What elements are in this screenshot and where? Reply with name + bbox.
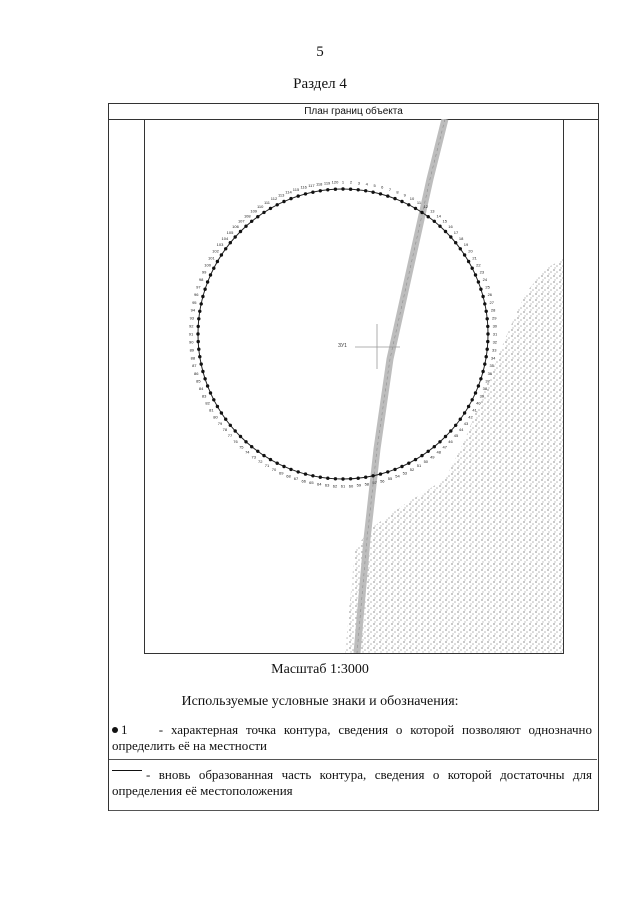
boundary-point xyxy=(276,462,279,465)
boundary-point xyxy=(459,247,462,250)
boundary-point xyxy=(334,188,337,191)
boundary-point-label: 5 xyxy=(373,182,376,188)
boundary-point-label: 39 xyxy=(479,393,485,399)
boundary-point xyxy=(201,295,204,298)
map-area xyxy=(144,119,564,654)
boundary-point xyxy=(471,267,474,270)
boundary-point xyxy=(250,220,253,223)
legend-title: Используемые условные знаки и обозначения: xyxy=(181,694,459,709)
line-description: - вновь образованная часть контура, сведения о которой достаточны для определения её местоположения xyxy=(112,767,592,798)
boundary-point xyxy=(486,332,489,335)
boundary-point-label: 112 xyxy=(270,196,278,202)
boundary-point xyxy=(471,398,474,401)
boundary-point-label: 110 xyxy=(257,204,264,209)
boundary-point-label: 76 xyxy=(233,439,238,444)
boundary-point xyxy=(454,424,457,427)
boundary-point xyxy=(203,288,206,291)
boundary-point-label: 73 xyxy=(251,454,256,460)
boundary-point-label: 19 xyxy=(463,242,469,248)
boundary-point xyxy=(454,241,457,244)
boundary-point xyxy=(459,418,462,421)
boundary-point xyxy=(304,192,307,195)
boundary-point xyxy=(212,267,215,270)
boundary-point xyxy=(269,207,272,210)
boundary-point-label: 63 xyxy=(324,482,330,488)
boundary-point xyxy=(393,468,396,471)
boundary-point xyxy=(486,325,489,328)
boundary-point xyxy=(479,377,482,380)
boundary-point-label: 14 xyxy=(436,213,441,219)
boundary-point xyxy=(444,435,447,438)
boundary-point-label: 105 xyxy=(226,229,234,235)
boundary-point xyxy=(224,247,227,250)
boundary-point-label: 4 xyxy=(365,181,368,187)
boundary-point-label: 1 xyxy=(341,179,345,185)
boundary-point-label: 11 xyxy=(416,199,422,205)
boundary-point-label: 2 xyxy=(349,179,353,185)
boundary-point xyxy=(196,332,199,335)
boundary-point-label: 84 xyxy=(198,386,204,391)
boundary-point-label: 68 xyxy=(286,473,291,479)
boundary-point xyxy=(400,200,403,203)
boundary-point xyxy=(474,391,477,394)
boundary-point xyxy=(200,302,203,305)
boundary-point-label: 99 xyxy=(201,269,207,275)
boundary-point-label: 50 xyxy=(423,459,429,464)
boundary-plan xyxy=(145,119,563,653)
boundary-point-label: 64 xyxy=(316,481,322,487)
boundary-point-label: 89 xyxy=(189,347,195,353)
boundary-point xyxy=(319,476,322,479)
boundary-point xyxy=(481,295,484,298)
boundary-point-label: 108 xyxy=(243,213,251,219)
boundary-point-label: 26 xyxy=(487,292,493,298)
boundary-point-label: 103 xyxy=(216,242,224,248)
boundary-point xyxy=(197,325,200,328)
boundary-point xyxy=(467,405,470,408)
boundary-point xyxy=(485,310,488,313)
boundary-point xyxy=(449,429,452,432)
legend-item-point xyxy=(112,722,592,754)
boundary-point-label: 85 xyxy=(196,378,201,384)
boundary-point-label: 83 xyxy=(201,393,207,399)
point-icon xyxy=(112,727,118,733)
boundary-point-label: 96 xyxy=(193,292,199,298)
boundary-point-label: 13 xyxy=(430,208,435,214)
boundary-point-label: 65 xyxy=(309,480,314,486)
boundary-point-label: 75 xyxy=(239,444,244,450)
boundary-point xyxy=(433,220,436,223)
boundary-point xyxy=(311,191,314,194)
boundary-point xyxy=(311,474,314,477)
boundary-points xyxy=(189,180,498,489)
boundary-point xyxy=(244,440,247,443)
boundary-point-label: 88 xyxy=(190,355,196,361)
boundary-point-label: 94 xyxy=(190,307,196,313)
boundary-point-label: 38 xyxy=(482,386,488,391)
boundary-point xyxy=(203,377,206,380)
boundary-point xyxy=(262,211,265,214)
boundary-point xyxy=(234,235,237,238)
boundary-point-label: 106 xyxy=(232,224,239,229)
boundary-point xyxy=(364,476,367,479)
boundary-point xyxy=(483,302,486,305)
boundary-point xyxy=(400,465,403,468)
boundary-point xyxy=(438,225,441,228)
section-title: Раздел 4 xyxy=(293,76,347,92)
boundary-point xyxy=(427,450,430,453)
boundary-point-label: 80 xyxy=(213,414,218,420)
boundary-point xyxy=(239,435,242,438)
boundary-point-label: 55 xyxy=(387,476,393,482)
boundary-point xyxy=(244,225,247,228)
boundary-point-label: 24 xyxy=(482,277,488,282)
point-description: - характерная точка контура, сведения о которой позволяют однозначно определить её на местности xyxy=(112,722,592,753)
boundary-point xyxy=(289,468,292,471)
line-icon xyxy=(112,770,142,771)
boundary-point-label: 51 xyxy=(416,463,422,469)
boundary-point-label: 6 xyxy=(381,184,384,190)
boundary-point xyxy=(438,440,441,443)
boundary-point-label: 30 xyxy=(492,323,498,329)
boundary-point xyxy=(371,191,374,194)
boundary-point-label: 118 xyxy=(316,181,323,187)
boundary-point xyxy=(463,253,466,256)
boundary-point xyxy=(341,477,344,480)
boundary-point xyxy=(216,405,219,408)
boundary-point xyxy=(289,197,292,200)
boundary-point-label: 37 xyxy=(485,378,490,384)
boundary-point xyxy=(220,411,223,414)
boundary-point-label: 91 xyxy=(188,331,194,337)
boundary-point-label: 8 xyxy=(396,189,399,195)
boundary-point-label: 97 xyxy=(196,284,201,290)
boundary-point-label: 10 xyxy=(409,196,415,202)
boundary-point xyxy=(276,203,279,206)
boundary-point-label: 9 xyxy=(403,192,406,198)
boundary-point-label: 66 xyxy=(301,478,306,484)
boundary-point-label: 49 xyxy=(430,454,435,460)
boundary-point-label: 67 xyxy=(293,476,299,482)
boundary-point-label: 7 xyxy=(388,186,392,192)
boundary-point-label: 36 xyxy=(487,370,493,376)
boundary-point xyxy=(349,188,352,191)
boundary-point xyxy=(262,454,265,457)
boundary-point-label: 21 xyxy=(472,255,477,261)
boundary-point-label: 77 xyxy=(227,433,233,439)
boundary-point-label: 15 xyxy=(442,218,447,224)
legend-separator xyxy=(109,759,597,760)
boundary-point-label: 109 xyxy=(250,208,258,214)
boundary-point-label: 42 xyxy=(468,414,473,420)
boundary-point xyxy=(197,317,200,320)
boundary-point xyxy=(229,424,232,427)
boundary-point xyxy=(209,391,212,394)
boundary-point xyxy=(414,207,417,210)
boundary-point xyxy=(386,194,389,197)
boundary-point-label: 46 xyxy=(448,439,453,444)
boundary-point-label: 107 xyxy=(237,218,245,224)
boundary-point-label: 47 xyxy=(442,444,447,450)
legend-bottom-line xyxy=(109,810,597,811)
boundary-point xyxy=(256,450,259,453)
plan-header: План границ объекта xyxy=(109,104,598,120)
boundary-point xyxy=(483,362,486,365)
boundary-point xyxy=(212,398,215,401)
boundary-point-label: 52 xyxy=(409,466,415,472)
boundary-point-label: 79 xyxy=(217,420,223,426)
boundary-point-label: 81 xyxy=(209,407,214,413)
boundary-point xyxy=(229,241,232,244)
boundary-point-label: 115 xyxy=(292,186,300,192)
boundary-point-label: 86 xyxy=(193,370,199,376)
boundary-point xyxy=(250,445,253,448)
boundary-point-label: 116 xyxy=(300,184,307,190)
boundary-point xyxy=(200,362,203,365)
boundary-point xyxy=(371,474,374,477)
boundary-point xyxy=(364,189,367,192)
boundary-point xyxy=(386,470,389,473)
boundary-point-label: 43 xyxy=(463,420,469,426)
boundary-point-label: 92 xyxy=(188,323,194,329)
boundary-point-label: 60 xyxy=(348,483,354,489)
boundary-point-label: 22 xyxy=(476,262,481,268)
parcel-label: ЗУ1 xyxy=(338,343,347,349)
boundary-point xyxy=(407,462,410,465)
boundary-point-label: 12 xyxy=(423,204,429,209)
boundary-point xyxy=(486,348,489,351)
boundary-point-label: 74 xyxy=(245,449,250,455)
boundary-point-label: 29 xyxy=(491,315,497,321)
scale-label: Масштаб 1:3000 xyxy=(271,662,369,677)
boundary-point xyxy=(427,215,430,218)
boundary-point-label: 87 xyxy=(192,363,197,369)
boundary-point-label: 23 xyxy=(479,269,485,275)
boundary-point xyxy=(326,477,329,480)
boundary-point xyxy=(420,211,423,214)
boundary-point xyxy=(357,188,360,191)
boundary-point xyxy=(449,235,452,238)
boundary-point xyxy=(486,317,489,320)
boundary-point-label: 72 xyxy=(257,459,263,464)
boundary-point xyxy=(198,355,201,358)
boundary-point-label: 113 xyxy=(278,192,285,198)
point-marker: 1 xyxy=(121,722,128,737)
boundary-point-label: 95 xyxy=(192,299,197,305)
boundary-point-label: 82 xyxy=(205,400,210,406)
boundary-point-label: 40 xyxy=(476,400,481,406)
boundary-point-label: 70 xyxy=(271,466,277,472)
boundary-point xyxy=(224,418,227,421)
boundary-point-label: 69 xyxy=(278,470,284,476)
boundary-point xyxy=(349,477,352,480)
boundary-point xyxy=(319,189,322,192)
boundary-point xyxy=(220,253,223,256)
boundary-point-label: 119 xyxy=(323,180,331,186)
boundary-point-label: 90 xyxy=(188,339,194,345)
boundary-point xyxy=(256,215,259,218)
boundary-point xyxy=(379,192,382,195)
boundary-point xyxy=(420,454,423,457)
boundary-point xyxy=(282,200,285,203)
boundary-point xyxy=(481,370,484,373)
boundary-point-label: 100 xyxy=(204,262,211,268)
boundary-point xyxy=(474,273,477,276)
boundary-point xyxy=(239,230,242,233)
boundary-point xyxy=(206,384,209,387)
boundary-point xyxy=(485,355,488,358)
boundary-point-label: 3 xyxy=(357,180,361,186)
boundary-point-label: 62 xyxy=(332,483,338,489)
boundary-point-label: 117 xyxy=(308,182,315,188)
boundary-point xyxy=(477,280,480,283)
boundary-point-label: 114 xyxy=(285,189,292,195)
boundary-point-label: 56 xyxy=(380,478,385,484)
boundary-point-label: 28 xyxy=(490,307,496,313)
boundary-point-label: 34 xyxy=(490,355,496,361)
boundary-point-label: 78 xyxy=(222,427,228,433)
boundary-point-label: 35 xyxy=(489,363,494,369)
boundary-point-label: 54 xyxy=(395,473,400,479)
boundary-point xyxy=(216,260,219,263)
boundary-point xyxy=(297,470,300,473)
boundary-point-label: 58 xyxy=(364,481,370,487)
boundary-point xyxy=(198,310,201,313)
boundary-point-label: 53 xyxy=(402,470,408,476)
boundary-point xyxy=(477,384,480,387)
boundary-point-label: 45 xyxy=(453,433,459,439)
boundary-point xyxy=(334,477,337,480)
legend-item-line xyxy=(112,767,592,799)
boundary-point xyxy=(206,280,209,283)
boundary-point xyxy=(393,197,396,200)
boundary-point-label: 16 xyxy=(448,224,453,229)
boundary-point-label: 102 xyxy=(212,248,219,254)
boundary-point-label: 33 xyxy=(491,347,497,353)
boundary-point-label: 101 xyxy=(208,255,215,261)
boundary-point-label: 120 xyxy=(331,179,339,185)
boundary-point-label: 57 xyxy=(372,480,377,486)
page-number: 5 xyxy=(316,44,324,60)
boundary-point-label: 93 xyxy=(189,315,195,321)
boundary-point xyxy=(444,230,447,233)
boundary-point-label: 98 xyxy=(198,277,204,282)
boundary-point xyxy=(326,188,329,191)
boundary-point xyxy=(197,348,200,351)
boundary-point-label: 27 xyxy=(489,299,494,305)
boundary-point xyxy=(197,340,200,343)
boundary-point xyxy=(297,194,300,197)
boundary-point-label: 48 xyxy=(436,449,441,455)
boundary-point xyxy=(486,340,489,343)
boundary-point-label: 18 xyxy=(458,235,464,241)
boundary-point xyxy=(433,445,436,448)
boundary-point-label: 71 xyxy=(264,463,270,469)
boundary-point-label: 20 xyxy=(468,248,473,254)
boundary-point-label: 104 xyxy=(221,235,229,241)
boundary-point xyxy=(479,288,482,291)
boundary-point xyxy=(379,472,382,475)
boundary-point xyxy=(304,472,307,475)
boundary-point xyxy=(357,477,360,480)
boundary-point xyxy=(467,260,470,263)
boundary-point-label: 59 xyxy=(356,482,362,488)
boundary-point-label: 111 xyxy=(263,199,271,205)
boundary-point xyxy=(414,458,417,461)
boundary-point xyxy=(269,458,272,461)
boundary-point-label: 25 xyxy=(485,284,490,290)
boundary-point xyxy=(209,273,212,276)
boundary-point xyxy=(282,465,285,468)
boundary-point-label: 41 xyxy=(472,407,477,413)
boundary-point-label: 17 xyxy=(453,229,459,235)
boundary-point-label: 61 xyxy=(340,483,346,489)
boundary-point xyxy=(407,203,410,206)
boundary-point xyxy=(201,370,204,373)
boundary-point-label: 32 xyxy=(492,339,498,345)
boundary-point-label: 31 xyxy=(492,331,498,337)
boundary-point xyxy=(234,429,237,432)
boundary-point xyxy=(341,187,344,190)
boundary-point-label: 44 xyxy=(458,427,464,433)
boundary-point xyxy=(463,411,466,414)
